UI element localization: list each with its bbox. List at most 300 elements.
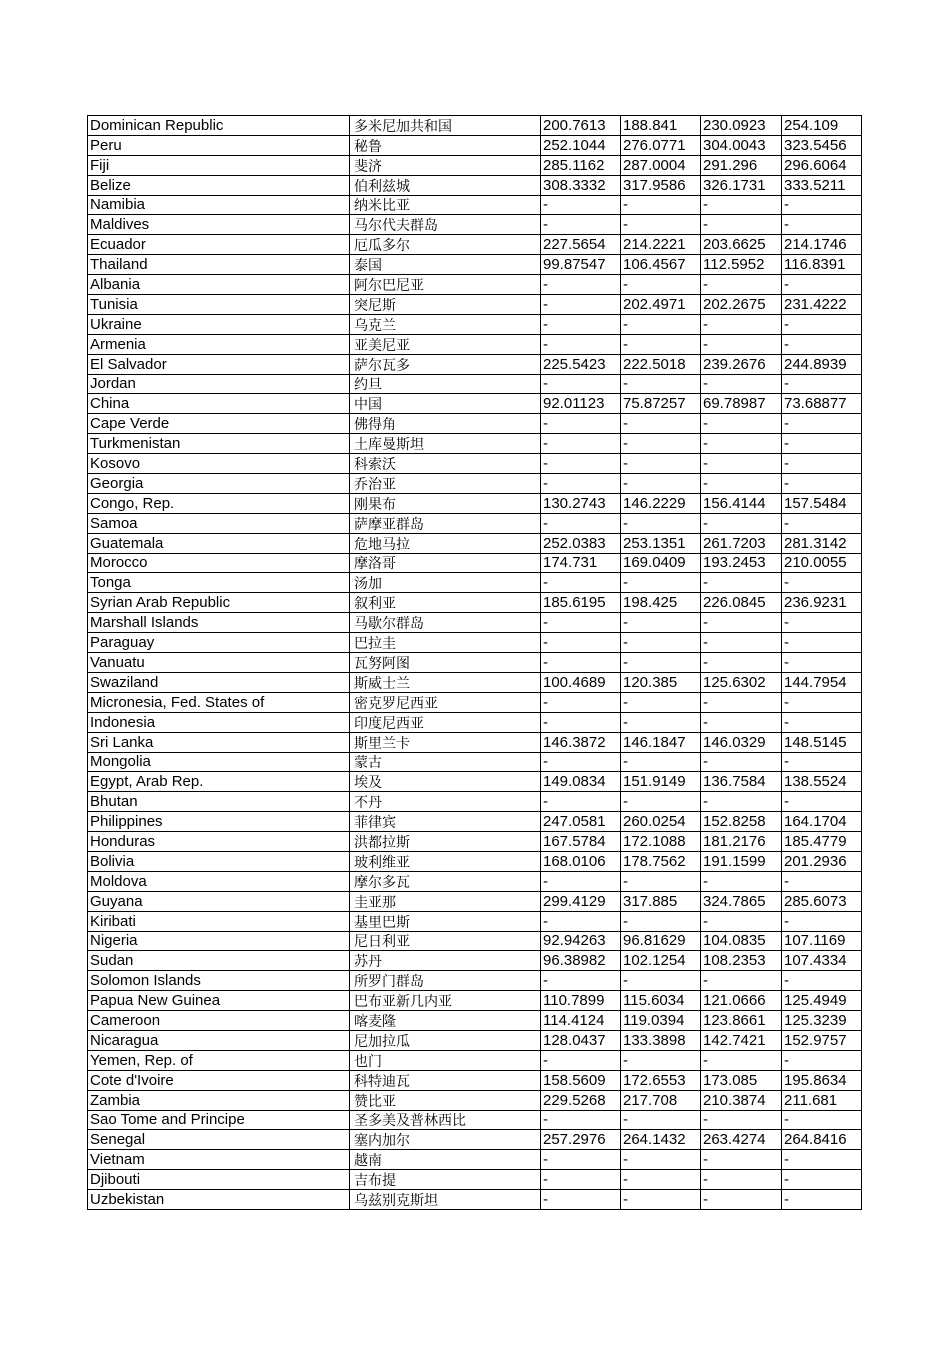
country-name-cn: 突尼斯 xyxy=(350,295,541,315)
value-cell: 181.2176 xyxy=(701,832,782,852)
value-cell: 333.5211 xyxy=(782,175,862,195)
country-name-en: Djibouti xyxy=(88,1170,350,1190)
country-name-en: Bhutan xyxy=(88,792,350,812)
country-name-cn: 所罗门群岛 xyxy=(350,971,541,991)
table-row xyxy=(88,772,862,792)
country-name-cn: 赞比亚 xyxy=(350,1090,541,1110)
value-cell: 299.4129 xyxy=(541,891,621,911)
value-cell: 210.0055 xyxy=(782,553,862,573)
country-name-cn: 阿尔巴尼亚 xyxy=(350,275,541,295)
value-cell: 108.2353 xyxy=(701,951,782,971)
value-cell: 317.9586 xyxy=(621,175,701,195)
value-cell: - xyxy=(701,215,782,235)
value-cell: - xyxy=(541,275,621,295)
value-cell: 296.6064 xyxy=(782,155,862,175)
value-cell: - xyxy=(541,454,621,474)
value-cell: 263.4274 xyxy=(701,1130,782,1150)
value-cell: - xyxy=(541,195,621,215)
value-cell: 287.0004 xyxy=(621,155,701,175)
country-name-en: Moldova xyxy=(88,871,350,891)
country-name-en: Senegal xyxy=(88,1130,350,1150)
value-cell: 116.8391 xyxy=(782,255,862,275)
value-cell: - xyxy=(621,633,701,653)
country-name-cn: 乌兹别克斯坦 xyxy=(350,1190,541,1210)
value-cell: 148.5145 xyxy=(782,732,862,752)
country-name-cn: 巴布亚新几内亚 xyxy=(350,991,541,1011)
value-cell: 169.0409 xyxy=(621,553,701,573)
value-cell: - xyxy=(701,573,782,593)
value-cell: - xyxy=(621,1170,701,1190)
table-row xyxy=(88,116,862,136)
value-cell: 285.6073 xyxy=(782,891,862,911)
country-name-cn: 圣多美及普林西比 xyxy=(350,1110,541,1130)
value-cell: - xyxy=(782,434,862,454)
value-cell: 264.1432 xyxy=(621,1130,701,1150)
country-name-en: Indonesia xyxy=(88,712,350,732)
value-cell: 120.385 xyxy=(621,672,701,692)
value-cell: 308.3332 xyxy=(541,175,621,195)
value-cell: 247.0581 xyxy=(541,812,621,832)
value-cell: 291.296 xyxy=(701,155,782,175)
value-cell: 133.3898 xyxy=(621,1030,701,1050)
country-name-cn: 密克罗尼西亚 xyxy=(350,692,541,712)
value-cell: - xyxy=(701,653,782,673)
value-cell: 214.1746 xyxy=(782,235,862,255)
value-cell: 188.841 xyxy=(621,116,701,136)
country-name-en: China xyxy=(88,394,350,414)
table-row xyxy=(88,1130,862,1150)
value-cell: 225.5423 xyxy=(541,354,621,374)
value-cell: - xyxy=(701,434,782,454)
country-name-en: Belize xyxy=(88,175,350,195)
value-cell: - xyxy=(621,434,701,454)
value-cell: 157.5484 xyxy=(782,493,862,513)
country-name-en: Armenia xyxy=(88,334,350,354)
country-name-en: Maldives xyxy=(88,215,350,235)
value-cell: - xyxy=(541,1190,621,1210)
value-cell: 304.0043 xyxy=(701,135,782,155)
value-cell: - xyxy=(782,1170,862,1190)
table-row xyxy=(88,1190,862,1210)
country-name-en: Micronesia, Fed. States of xyxy=(88,692,350,712)
country-name-cn: 基里巴斯 xyxy=(350,911,541,931)
country-name-cn: 马尔代夫群岛 xyxy=(350,215,541,235)
table-row xyxy=(88,414,862,434)
value-cell: - xyxy=(621,653,701,673)
country-name-en: Peru xyxy=(88,135,350,155)
value-cell: 142.7421 xyxy=(701,1030,782,1050)
value-cell: - xyxy=(701,1110,782,1130)
value-cell: 151.9149 xyxy=(621,772,701,792)
country-name-en: Thailand xyxy=(88,255,350,275)
value-cell: - xyxy=(541,374,621,394)
table-row xyxy=(88,1050,862,1070)
value-cell: - xyxy=(782,454,862,474)
country-name-cn: 伯利兹城 xyxy=(350,175,541,195)
value-cell: - xyxy=(621,871,701,891)
country-name-cn: 喀麦隆 xyxy=(350,1011,541,1031)
table-row xyxy=(88,513,862,533)
country-name-cn: 科索沃 xyxy=(350,454,541,474)
table-row xyxy=(88,1090,862,1110)
country-name-cn: 乔治亚 xyxy=(350,474,541,494)
value-cell: - xyxy=(701,792,782,812)
value-cell: 231.4222 xyxy=(782,295,862,315)
value-cell: - xyxy=(701,275,782,295)
value-cell: 178.7562 xyxy=(621,851,701,871)
country-name-cn: 科特迪瓦 xyxy=(350,1070,541,1090)
value-cell: - xyxy=(782,1110,862,1130)
value-cell: 323.5456 xyxy=(782,135,862,155)
country-name-cn: 中国 xyxy=(350,394,541,414)
country-name-en: Cote d'Ivoire xyxy=(88,1070,350,1090)
value-cell: - xyxy=(621,613,701,633)
table-row xyxy=(88,1070,862,1090)
value-cell: - xyxy=(541,295,621,315)
value-cell: - xyxy=(621,792,701,812)
country-name-en: Marshall Islands xyxy=(88,613,350,633)
value-cell: - xyxy=(782,1050,862,1070)
value-cell: - xyxy=(621,195,701,215)
country-name-en: El Salvador xyxy=(88,354,350,374)
value-cell: 252.0383 xyxy=(541,533,621,553)
value-cell: - xyxy=(782,911,862,931)
value-cell: 107.4334 xyxy=(782,951,862,971)
value-cell: - xyxy=(621,275,701,295)
table-row xyxy=(88,1150,862,1170)
value-cell: 115.6034 xyxy=(621,991,701,1011)
value-cell: 92.01123 xyxy=(541,394,621,414)
value-cell: - xyxy=(701,712,782,732)
value-cell: - xyxy=(621,474,701,494)
table-row xyxy=(88,712,862,732)
value-cell: - xyxy=(541,633,621,653)
value-cell: - xyxy=(541,1150,621,1170)
country-name-cn: 圭亚那 xyxy=(350,891,541,911)
value-cell: 75.87257 xyxy=(621,394,701,414)
value-cell: - xyxy=(541,692,621,712)
value-cell: 96.81629 xyxy=(621,931,701,951)
value-cell: 158.5609 xyxy=(541,1070,621,1090)
table-row xyxy=(88,1011,862,1031)
value-cell: 100.4689 xyxy=(541,672,621,692)
country-name-en: Ukraine xyxy=(88,314,350,334)
value-cell: - xyxy=(701,1190,782,1210)
value-cell: - xyxy=(541,513,621,533)
value-cell: - xyxy=(541,474,621,494)
value-cell: - xyxy=(621,573,701,593)
value-cell: 99.87547 xyxy=(541,255,621,275)
country-name-en: Fiji xyxy=(88,155,350,175)
table-row xyxy=(88,235,862,255)
value-cell: - xyxy=(541,434,621,454)
value-cell: 73.68877 xyxy=(782,394,862,414)
table-row xyxy=(88,493,862,513)
value-cell: 156.4144 xyxy=(701,493,782,513)
country-name-en: Samoa xyxy=(88,513,350,533)
value-cell: 257.2976 xyxy=(541,1130,621,1150)
country-name-en: Morocco xyxy=(88,553,350,573)
country-name-cn: 塞内加尔 xyxy=(350,1130,541,1150)
country-name-cn: 尼日利亚 xyxy=(350,931,541,951)
country-name-en: Kiribati xyxy=(88,911,350,931)
value-cell: 202.4971 xyxy=(621,295,701,315)
value-cell: - xyxy=(701,454,782,474)
country-name-en: Sudan xyxy=(88,951,350,971)
country-name-en: Zambia xyxy=(88,1090,350,1110)
value-cell: 144.7954 xyxy=(782,672,862,692)
value-cell: - xyxy=(701,633,782,653)
country-name-cn: 危地马拉 xyxy=(350,533,541,553)
value-cell: 102.1254 xyxy=(621,951,701,971)
country-name-en: Swaziland xyxy=(88,672,350,692)
value-cell: - xyxy=(541,1110,621,1130)
country-name-en: Mongolia xyxy=(88,752,350,772)
country-name-en: Syrian Arab Republic xyxy=(88,593,350,613)
table-row xyxy=(88,732,862,752)
country-name-cn: 泰国 xyxy=(350,255,541,275)
value-cell: - xyxy=(701,513,782,533)
value-cell: 146.1847 xyxy=(621,732,701,752)
table-row xyxy=(88,613,862,633)
country-name-cn: 洪都拉斯 xyxy=(350,832,541,852)
country-name-en: Uzbekistan xyxy=(88,1190,350,1210)
country-name-cn: 摩洛哥 xyxy=(350,553,541,573)
value-cell: 239.2676 xyxy=(701,354,782,374)
value-cell: 276.0771 xyxy=(621,135,701,155)
country-name-en: Papua New Guinea xyxy=(88,991,350,1011)
table-row xyxy=(88,951,862,971)
table-row xyxy=(88,553,862,573)
value-cell: - xyxy=(782,374,862,394)
value-cell: 125.6302 xyxy=(701,672,782,692)
country-name-en: Turkmenistan xyxy=(88,434,350,454)
country-data-table xyxy=(87,115,862,1210)
value-cell: - xyxy=(541,752,621,772)
table-row xyxy=(88,135,862,155)
value-cell: - xyxy=(621,712,701,732)
value-cell: 152.9757 xyxy=(782,1030,862,1050)
country-name-en: Cape Verde xyxy=(88,414,350,434)
value-cell: - xyxy=(541,871,621,891)
country-name-en: Kosovo xyxy=(88,454,350,474)
value-cell: - xyxy=(701,374,782,394)
value-cell: - xyxy=(541,653,621,673)
table-row xyxy=(88,354,862,374)
value-cell: - xyxy=(621,215,701,235)
table-row xyxy=(88,295,862,315)
value-cell: - xyxy=(782,613,862,633)
value-cell: - xyxy=(782,275,862,295)
value-cell: 164.1704 xyxy=(782,812,862,832)
value-cell: 252.1044 xyxy=(541,135,621,155)
table-row xyxy=(88,1170,862,1190)
table-row xyxy=(88,1030,862,1050)
value-cell: - xyxy=(701,195,782,215)
country-name-en: Nigeria xyxy=(88,931,350,951)
value-cell: - xyxy=(541,314,621,334)
value-cell: - xyxy=(701,314,782,334)
value-cell: - xyxy=(621,513,701,533)
country-name-cn: 印度尼西亚 xyxy=(350,712,541,732)
country-name-en: Tunisia xyxy=(88,295,350,315)
value-cell: - xyxy=(621,454,701,474)
value-cell: - xyxy=(701,474,782,494)
value-cell: 121.0666 xyxy=(701,991,782,1011)
value-cell: 198.425 xyxy=(621,593,701,613)
country-name-cn: 佛得角 xyxy=(350,414,541,434)
country-name-en: Guyana xyxy=(88,891,350,911)
value-cell: 317.885 xyxy=(621,891,701,911)
value-cell: - xyxy=(621,752,701,772)
value-cell: - xyxy=(701,414,782,434)
value-cell: 167.5784 xyxy=(541,832,621,852)
table-row xyxy=(88,334,862,354)
value-cell: - xyxy=(782,1150,862,1170)
value-cell: 236.9231 xyxy=(782,593,862,613)
value-cell: - xyxy=(782,314,862,334)
table-row xyxy=(88,752,862,772)
country-name-cn: 蒙古 xyxy=(350,752,541,772)
value-cell: - xyxy=(782,653,862,673)
country-name-cn: 摩尔多瓦 xyxy=(350,871,541,891)
country-name-cn: 约旦 xyxy=(350,374,541,394)
country-name-cn: 菲律宾 xyxy=(350,812,541,832)
value-cell: 130.2743 xyxy=(541,493,621,513)
value-cell: 96.38982 xyxy=(541,951,621,971)
country-name-cn: 乌克兰 xyxy=(350,314,541,334)
value-cell: 185.4779 xyxy=(782,832,862,852)
value-cell: 185.6195 xyxy=(541,593,621,613)
value-cell: 168.0106 xyxy=(541,851,621,871)
value-cell: 173.085 xyxy=(701,1070,782,1090)
value-cell: - xyxy=(541,573,621,593)
value-cell: 119.0394 xyxy=(621,1011,701,1031)
country-name-cn: 厄瓜多尔 xyxy=(350,235,541,255)
table-row xyxy=(88,215,862,235)
value-cell: 136.7584 xyxy=(701,772,782,792)
country-name-cn: 也门 xyxy=(350,1050,541,1070)
value-cell: 92.94263 xyxy=(541,931,621,951)
table-row xyxy=(88,275,862,295)
table-body xyxy=(88,116,862,1210)
value-cell: - xyxy=(782,573,862,593)
country-name-cn: 亚美尼亚 xyxy=(350,334,541,354)
table-row xyxy=(88,931,862,951)
table-row xyxy=(88,991,862,1011)
country-name-en: Vanuatu xyxy=(88,653,350,673)
country-name-cn: 土库曼斯坦 xyxy=(350,434,541,454)
country-name-en: Dominican Republic xyxy=(88,116,350,136)
table-row xyxy=(88,434,862,454)
country-name-cn: 萨尔瓦多 xyxy=(350,354,541,374)
table-row xyxy=(88,672,862,692)
country-name-en: Georgia xyxy=(88,474,350,494)
table-row xyxy=(88,633,862,653)
country-name-en: Jordan xyxy=(88,374,350,394)
country-name-en: Congo, Rep. xyxy=(88,493,350,513)
value-cell: - xyxy=(541,414,621,434)
country-name-en: Ecuador xyxy=(88,235,350,255)
value-cell: 285.1162 xyxy=(541,155,621,175)
table-row xyxy=(88,533,862,553)
value-cell: 104.0835 xyxy=(701,931,782,951)
country-name-cn: 萨摩亚群岛 xyxy=(350,513,541,533)
country-name-cn: 斐济 xyxy=(350,155,541,175)
value-cell: 281.3142 xyxy=(782,533,862,553)
table-row xyxy=(88,155,862,175)
value-cell: - xyxy=(541,712,621,732)
value-cell: 125.4949 xyxy=(782,991,862,1011)
country-name-en: Guatemala xyxy=(88,533,350,553)
value-cell: - xyxy=(782,195,862,215)
value-cell: - xyxy=(701,752,782,772)
country-name-en: Nicaragua xyxy=(88,1030,350,1050)
table-row xyxy=(88,1110,862,1130)
table-row xyxy=(88,971,862,991)
country-name-en: Honduras xyxy=(88,832,350,852)
value-cell: 202.2675 xyxy=(701,295,782,315)
value-cell: - xyxy=(621,314,701,334)
value-cell: 125.3239 xyxy=(782,1011,862,1031)
value-cell: - xyxy=(701,971,782,991)
table-row xyxy=(88,911,862,931)
value-cell: 138.5524 xyxy=(782,772,862,792)
value-cell: - xyxy=(701,1050,782,1070)
value-cell: - xyxy=(541,1050,621,1070)
value-cell: - xyxy=(621,1110,701,1130)
country-name-cn: 巴拉圭 xyxy=(350,633,541,653)
country-name-cn: 斯威士兰 xyxy=(350,672,541,692)
value-cell: 123.8661 xyxy=(701,1011,782,1031)
country-name-cn: 尼加拉瓜 xyxy=(350,1030,541,1050)
value-cell: 149.0834 xyxy=(541,772,621,792)
value-cell: 146.0329 xyxy=(701,732,782,752)
country-name-cn: 瓦努阿图 xyxy=(350,653,541,673)
value-cell: 253.1351 xyxy=(621,533,701,553)
country-name-en: Yemen, Rep. of xyxy=(88,1050,350,1070)
value-cell: - xyxy=(621,911,701,931)
value-cell: - xyxy=(541,613,621,633)
value-cell: 264.8416 xyxy=(782,1130,862,1150)
value-cell: - xyxy=(541,971,621,991)
value-cell: - xyxy=(621,971,701,991)
country-name-en: Namibia xyxy=(88,195,350,215)
value-cell: 69.78987 xyxy=(701,394,782,414)
value-cell: - xyxy=(782,871,862,891)
value-cell: 326.1731 xyxy=(701,175,782,195)
value-cell: - xyxy=(621,414,701,434)
value-cell: 230.0923 xyxy=(701,116,782,136)
value-cell: - xyxy=(782,633,862,653)
value-cell: - xyxy=(782,692,862,712)
table-row xyxy=(88,394,862,414)
country-name-en: Cameroon xyxy=(88,1011,350,1031)
country-name-cn: 斯里兰卡 xyxy=(350,732,541,752)
table-row xyxy=(88,175,862,195)
value-cell: 106.4567 xyxy=(621,255,701,275)
value-cell: - xyxy=(782,334,862,354)
table-row xyxy=(88,474,862,494)
country-name-cn: 汤加 xyxy=(350,573,541,593)
table-row xyxy=(88,851,862,871)
country-name-cn: 不丹 xyxy=(350,792,541,812)
value-cell: - xyxy=(621,374,701,394)
table-row xyxy=(88,314,862,334)
country-name-cn: 苏丹 xyxy=(350,951,541,971)
value-cell: 128.0437 xyxy=(541,1030,621,1050)
table-row xyxy=(88,792,862,812)
